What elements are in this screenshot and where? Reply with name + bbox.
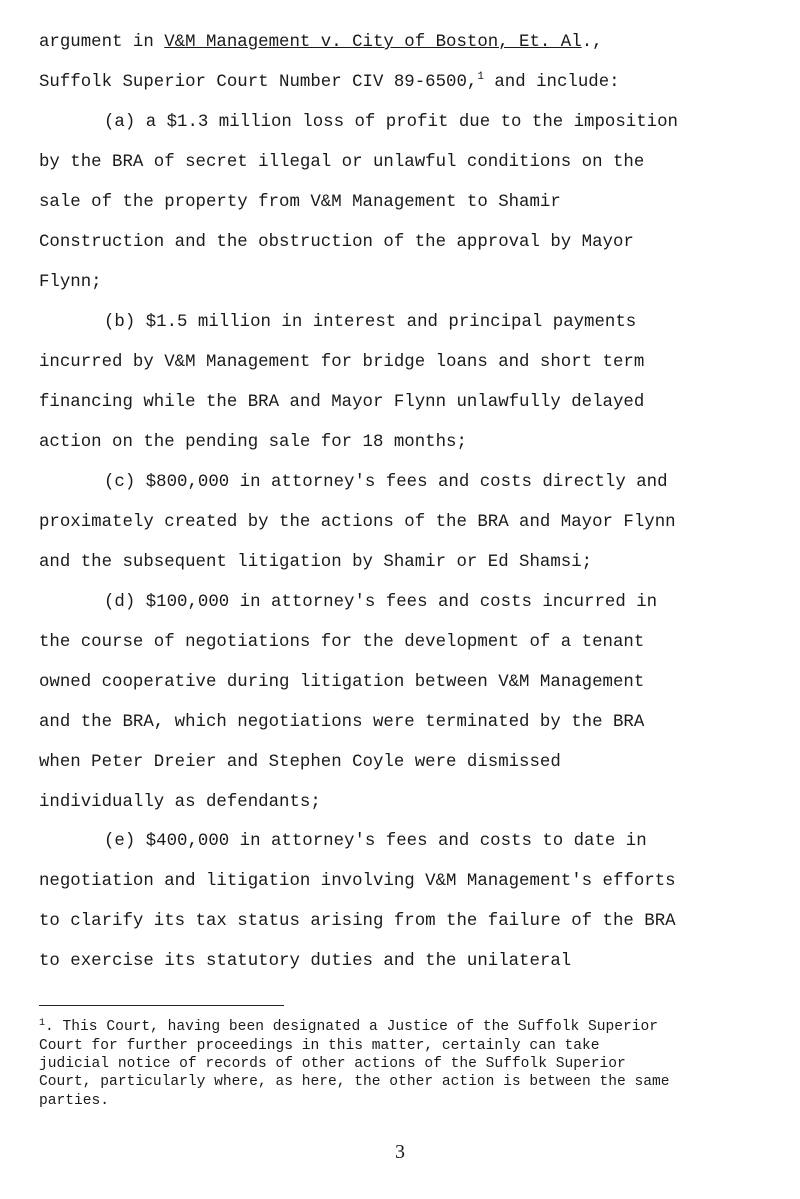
text-line: Construction and the obstruction of the approval by Mayor	[39, 233, 634, 252]
text-line: owned cooperative during litigation between V&M Management	[39, 673, 645, 692]
text-line: Suffolk Superior Court Number CIV 89-6500,$^1$ and include:	[39, 71, 620, 92]
footnote-line: parties.	[39, 1093, 110, 1109]
text-line: negotiation and litigation involving V&M Management's efforts	[39, 872, 676, 891]
paragraph-c-start: (c) $800,000 in attorney's fees and costs directly and	[104, 473, 668, 492]
text-line: and the BRA, which negotiations were terminated by the BRA	[39, 713, 645, 732]
text-line: incurred by V&M Management for bridge loans and short term	[39, 353, 645, 372]
paragraph-b-start: (b) $1.5 million in interest and principal payments	[104, 313, 637, 332]
page-number: 3	[395, 1141, 405, 1163]
text-line: when Peter Dreier and Stephen Coyle were dismissed	[39, 753, 561, 772]
footnote-line: Court, particularly where, as here, the other action is between the same	[39, 1074, 670, 1090]
footnote-line: Court for further proceedings in this matter, certainly can take	[39, 1038, 600, 1054]
text-line: and the subsequent litigation by Shamir or Ed Shamsi;	[39, 553, 593, 572]
text-line: individually as defendants;	[39, 793, 321, 812]
footnote-divider	[39, 1005, 284, 1006]
text-line: sale of the property from V&M Management to Shamir	[39, 193, 561, 212]
text-line: action on the pending sale for 18 months;	[39, 433, 467, 452]
text-line: financing while the BRA and Mayor Flynn unlawfully delayed	[39, 393, 645, 412]
footnote-marker: 1	[39, 1018, 46, 1029]
paragraph-a-start: (a) a $1.3 million loss of profit due to the imposition	[104, 113, 678, 132]
text-line: to clarify its tax status arising from the failure of the BRA	[39, 912, 676, 931]
text-line: by the BRA of secret illegal or unlawful conditions on the	[39, 153, 645, 172]
text-line: argument in V&M Management v. City of Boston, Et. Al.,	[39, 33, 603, 52]
text-line: proximately created by the actions of the BRA and Mayor Flynn	[39, 513, 676, 532]
case-name: V&M Management v. City of Boston, Et. Al	[164, 33, 582, 52]
text-line: the course of negotiations for the development of a tenant	[39, 633, 645, 652]
footnote-reference: 1	[477, 71, 484, 83]
text-line: Flynn;	[39, 273, 102, 292]
paragraph-e-start: (e) $400,000 in attorney's fees and costs to date in	[104, 832, 647, 851]
footnote-line: $^1$. This Court, having been designated a Justice of the Suffolk Superior	[39, 1018, 659, 1035]
footnote-line: judicial notice of records of other actions of the Suffolk Superior	[39, 1056, 626, 1072]
paragraph-d-start: (d) $100,000 in attorney's fees and costs incurred in	[104, 593, 658, 612]
text-line: to exercise its statutory duties and the unilateral	[39, 952, 572, 971]
